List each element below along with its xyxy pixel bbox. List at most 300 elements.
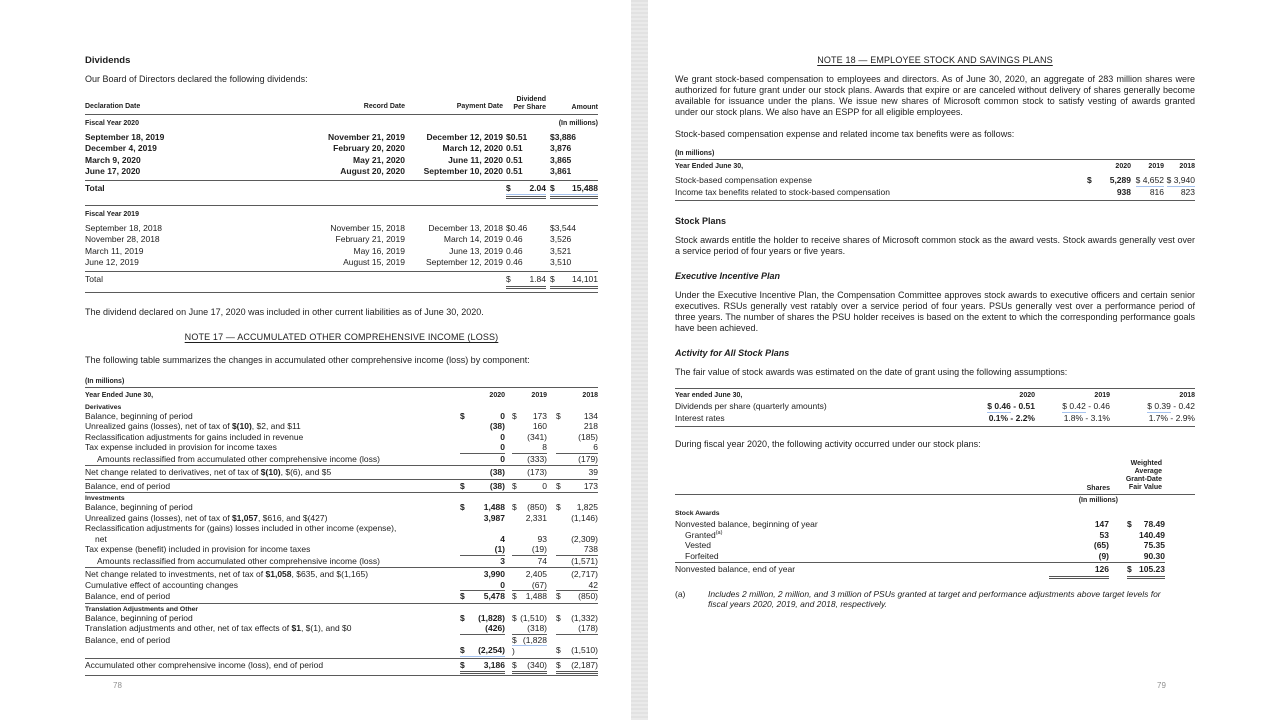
cell-2018: $ (1,510) xyxy=(556,645,598,655)
table-row xyxy=(85,556,598,569)
cell-2019: (341) xyxy=(527,431,547,442)
cell-2018: 6 xyxy=(556,442,598,454)
dollar-sign: $ xyxy=(556,645,561,655)
table-row xyxy=(85,421,598,432)
shares-cell: (9) xyxy=(1098,550,1109,561)
cell-2018: (1,571) xyxy=(571,555,598,566)
dividend-row xyxy=(85,155,598,167)
year-header: Year Ended June 30, xyxy=(85,392,154,399)
row-label: Balance, end of period xyxy=(85,591,171,601)
shares-cell: 126 xyxy=(1049,564,1109,579)
row-label: Balance, beginning of period xyxy=(85,502,193,512)
dollar-sign: $ xyxy=(506,273,511,284)
amount-cell xyxy=(550,257,598,269)
page-right xyxy=(675,0,1195,690)
activity-intro: The fair value of stock awards was estimated on the date of grant using the following assumptions: xyxy=(675,366,1068,377)
declaration-date: March 9, 2020 xyxy=(85,154,141,165)
fair-value-cell: 90.30 xyxy=(1143,550,1165,561)
amount-cell xyxy=(550,166,598,178)
page-number-left: 78 xyxy=(113,681,122,690)
row-label: Amounts reclassified from accumulated other comprehensive income (loss) xyxy=(97,555,380,566)
cell-2020: (38) xyxy=(489,421,505,431)
table-row xyxy=(85,591,598,604)
record-date: August 20, 2020 xyxy=(340,166,405,176)
dollar-sign: $ xyxy=(460,645,465,655)
cell-2018: (179) xyxy=(578,453,598,464)
col-weighted-average: Weighted Average Grant-Date Fair Value xyxy=(1125,460,1162,491)
record-date: November 21, 2019 xyxy=(327,131,405,142)
cell-2020: 3,987 xyxy=(483,512,505,523)
aoci-final-row xyxy=(85,660,598,677)
table-row xyxy=(85,411,598,422)
record-date: May 21, 2020 xyxy=(353,154,405,165)
year-2020: 2020 xyxy=(1115,163,1131,170)
investments-section-label: Investments xyxy=(85,495,125,502)
total-label: Total xyxy=(85,273,103,284)
translation-section-label: Translation Adjustments and Other xyxy=(85,605,199,613)
record-date: May 16, 2019 xyxy=(353,245,405,256)
dollar-sign: $ xyxy=(550,182,555,193)
cell-2020: (1) xyxy=(460,544,505,556)
cell-2020: 0 xyxy=(460,580,505,592)
stock-plans-heading: Stock Plans xyxy=(675,215,727,226)
year-2020: 2020 xyxy=(1019,391,1035,399)
dividend-row xyxy=(85,223,598,235)
activity-heading: Activity for All Stock Plans xyxy=(675,347,790,358)
row-label: Net change related to investments, net of tax of $1,058, $635, and $(1,165) xyxy=(85,569,369,579)
cell-2019: $ (340) xyxy=(512,660,547,675)
cell-2020: 0 xyxy=(500,453,505,464)
payment-date: September 12, 2019 xyxy=(425,257,503,267)
declaration-date: September 18, 2019 xyxy=(85,131,165,142)
dollar-sign: $ xyxy=(512,480,517,491)
year-2018: 2018 xyxy=(1179,391,1195,399)
in-millions-note: (In millions) xyxy=(1078,497,1118,504)
row-label: Reclassification adjustments for (gains) losses included in other income (expense), xyxy=(85,523,397,533)
per-share-value: 0.46 xyxy=(506,245,523,256)
cell-2018: (2,717) xyxy=(571,569,598,579)
cell-2020: $ 1,488 xyxy=(460,502,505,512)
footnote-tag: (a) xyxy=(675,588,686,599)
declaration-date: March 11, 2019 xyxy=(85,245,144,256)
cell-2019: $ 0.42 - 0.46 xyxy=(1062,401,1110,411)
col-payment-date: Payment Date xyxy=(456,102,503,110)
cell-2019: 2,331 xyxy=(525,512,547,523)
table-row xyxy=(85,623,598,635)
awards-rows xyxy=(675,510,1165,579)
per-share-value: 0.46 xyxy=(510,222,528,233)
cell-2018: 823 xyxy=(1180,186,1195,197)
declaration-date: June 12, 2019 xyxy=(85,257,139,267)
cell-2018: 738 xyxy=(556,544,598,556)
section-divider xyxy=(85,205,598,206)
cell-2019: 93 xyxy=(537,533,547,544)
cell-2019: (318) xyxy=(512,623,547,635)
row-label: Reclassification adjustments for gains included in revenue xyxy=(85,431,304,442)
record-date: February 21, 2019 xyxy=(335,234,405,244)
payment-date: December 12, 2019 xyxy=(426,131,503,142)
total-per-share-cell xyxy=(506,183,546,200)
cell-2019: $ 4,652 xyxy=(1135,174,1164,185)
aoci-year-header-row xyxy=(85,391,598,402)
total-amount-cell xyxy=(550,183,598,200)
table-row xyxy=(85,613,598,624)
cell-2018: (178) xyxy=(556,623,598,635)
record-date: August 15, 2019 xyxy=(343,257,405,267)
dollar-sign: $ xyxy=(556,502,561,512)
cell-2020: $ 5,289 xyxy=(1087,174,1131,185)
cell-2020: $ (1,828) xyxy=(460,612,505,623)
dividends-table-header xyxy=(85,96,598,115)
table-row xyxy=(85,569,598,580)
amount-value: 3,861 xyxy=(550,166,572,176)
row-label: Stock-based compensation expense xyxy=(675,174,813,185)
table-row xyxy=(675,175,1195,187)
row-label: Translation adjustments and other, net of tax effects of $1, $(1), and $0 xyxy=(85,623,352,633)
cell-2020: 3,990 xyxy=(483,569,505,579)
row-label: Interest rates xyxy=(675,413,725,423)
cell-2019: $ (850) xyxy=(512,502,547,512)
col-amount: Amount xyxy=(571,104,598,111)
cell-2018: $ (1,332) xyxy=(556,612,598,623)
awards-total-row xyxy=(675,564,1165,579)
per-share-cell xyxy=(506,143,546,155)
table-row xyxy=(85,513,598,524)
footnote-text: Includes 2 million, 2 million, and 3 million of PSUs granted at target and performance adjustments above target levels for fiscal years 2020, 2019, and 2018, respectively. xyxy=(708,588,1161,609)
per-share-cell xyxy=(506,234,546,246)
payment-date: June 11, 2020 xyxy=(448,154,503,165)
cell-2019: (19) xyxy=(512,544,547,556)
footnote-marker: (a) xyxy=(715,529,723,536)
table-row xyxy=(675,187,1195,201)
dollar-sign: $ xyxy=(1087,174,1092,185)
table-row xyxy=(85,481,598,494)
year-2019: 2019 xyxy=(531,392,547,399)
table-row xyxy=(675,530,1165,541)
dollar-sign: $ xyxy=(506,182,511,193)
per-share-cell xyxy=(506,223,546,235)
note18-paragraph: We grant stock-based compensation to employees and directors. As of June 30, 2020, an aggregate of 283 million shares were authorized for future grant under our stock plans. Awards that expire or are canceled without delivery of shares generally become available for issuance under the plans. We issue new shares of Microsoft common stock to satisfy vesting of awards granted under our stock plans. We also have an ESPP for all eligible employees. xyxy=(675,74,1195,117)
table-row-wrapped xyxy=(675,519,1165,530)
per-share-value: 0.51 xyxy=(506,154,523,165)
dollar-sign: $ xyxy=(460,480,465,491)
page-number-right: 79 xyxy=(1157,681,1166,690)
cell-2018: $ (2,187) xyxy=(556,660,598,675)
table-row xyxy=(85,432,598,443)
fy2019-label-row xyxy=(85,209,598,221)
table-row xyxy=(675,413,1195,427)
dividend-row xyxy=(85,257,598,269)
per-share-value: 0.46 xyxy=(506,257,523,267)
year-2020: 2020 xyxy=(489,392,505,399)
cell-2019: 2,405 xyxy=(525,569,547,579)
cell-2018: $ 134 xyxy=(556,410,598,421)
cell-2018: $ (850) xyxy=(556,591,598,601)
dividend-row xyxy=(85,132,598,144)
record-date: November 15, 2018 xyxy=(330,222,405,233)
per-share-value: 0.51 xyxy=(506,143,523,153)
dividends-heading: Dividends xyxy=(85,55,131,66)
in-millions-note: (In millions) xyxy=(85,378,598,388)
in-millions-note: (In millions) xyxy=(558,120,598,127)
cell-2019: 1.8% - 3.1% xyxy=(1063,413,1110,423)
fair-value-cell: $ 105.23 xyxy=(1127,564,1165,579)
row-label: Balance, beginning of period xyxy=(85,612,193,623)
wrap-label-row xyxy=(85,523,598,534)
row-label: Dividends per share (quarterly amounts) xyxy=(675,401,827,411)
expense-intro: Stock-based compensation expense and related income tax benefits were as follows: xyxy=(675,129,1015,139)
amount-value: 3,876 xyxy=(550,143,572,153)
cell-2018: $ 1,825 xyxy=(556,502,598,512)
page-left xyxy=(85,0,598,690)
dollar-sign: $ xyxy=(460,591,465,601)
per-share-value: 0.51 xyxy=(510,131,528,142)
awards-table-header xyxy=(675,460,1195,495)
expense-year-header-row xyxy=(675,162,1195,173)
dividend-row xyxy=(85,166,598,178)
amount-cell xyxy=(550,155,598,167)
shares-cell: 147 xyxy=(1094,519,1109,529)
row-label: Net change related to derivatives, net of tax of $(10), $(6), and $5 xyxy=(85,467,332,477)
row-label: Tax expense included in provision for income taxes xyxy=(85,442,277,452)
row-label: Vested xyxy=(685,540,711,550)
note18-heading: NOTE 18 — EMPLOYEE STOCK AND SAVINGS PLANS xyxy=(817,55,1053,65)
per-share-value: 0.51 xyxy=(506,166,523,176)
dollar-sign: $ xyxy=(556,659,561,670)
fy2020-label-row xyxy=(85,118,598,130)
cell-2020: $ 3,186 xyxy=(460,660,505,675)
table-row xyxy=(85,544,598,556)
cell-2019: 160 xyxy=(532,421,547,431)
total-label: Total xyxy=(85,182,105,193)
payment-date: September 10, 2020 xyxy=(423,166,503,176)
cell-2018: (185) xyxy=(578,431,598,442)
cell-2020: 3 xyxy=(500,555,505,566)
payment-date: June 13, 2019 xyxy=(449,245,503,256)
activity-table-intro: During fiscal year 2020, the following activity occurred under our stock plans: xyxy=(675,439,981,449)
cell-2020: 0 xyxy=(500,431,505,442)
total-amount-value: 14,101 xyxy=(572,273,598,284)
table-row xyxy=(85,580,598,592)
cell-2019: (173) xyxy=(527,467,547,477)
cell-2018: 42 xyxy=(556,580,598,592)
total-per-share-value: 1.84 xyxy=(529,273,546,284)
year-2019: 2019 xyxy=(1148,163,1164,170)
year-header: Year Ended June 30, xyxy=(675,163,744,170)
dividend-row xyxy=(85,246,598,258)
amount-cell xyxy=(550,246,598,258)
note17-heading: NOTE 17 — ACCUMULATED OTHER COMPREHENSIVE INCOME (LOSS) xyxy=(184,332,499,342)
cell-2020: $ 5,478 xyxy=(460,591,505,601)
col-record-date: Record Date xyxy=(363,102,405,110)
declaration-date: November 28, 2018 xyxy=(85,234,160,244)
stock-awards-section-label: Stock Awards xyxy=(675,510,720,517)
dividend-row xyxy=(85,143,598,155)
cell-2020: $ 0 xyxy=(460,410,505,421)
dollar-sign: $ xyxy=(512,659,517,670)
row-label: Tax expense (benefit) included in provision for income taxes xyxy=(85,544,311,554)
cell-2019: (333) xyxy=(527,453,547,464)
shares-cell: 53 xyxy=(1099,529,1109,540)
dollar-sign: $ xyxy=(550,273,555,284)
cell-2018: 1.7% - 2.9% xyxy=(1148,413,1195,423)
dollar-sign: $ xyxy=(512,591,517,601)
row-label: Granted$^{(a)}$ xyxy=(685,529,723,540)
dollar-sign: $ xyxy=(550,222,555,233)
eip-heading: Executive Incentive Plan xyxy=(675,270,781,281)
payment-date: December 13, 2018 xyxy=(428,222,503,233)
row-label: Income tax benefits related to stock-based compensation xyxy=(675,186,890,197)
cell-2020: 0 xyxy=(460,442,505,454)
amount-value: 3,865 xyxy=(550,154,572,165)
cell-2020: $ (2,254) xyxy=(460,645,505,655)
table-row xyxy=(85,454,598,467)
row-label: Balance, end of period xyxy=(85,480,171,491)
row-label: Nonvested balance, beginning of year xyxy=(675,519,818,529)
dollar-sign: $ xyxy=(506,131,511,142)
row-label: Forfeited xyxy=(685,550,719,561)
total-per-share-value: 2.04 xyxy=(529,182,546,193)
total-per-share-cell xyxy=(506,274,546,290)
cell-2019: $ (1,828 ) xyxy=(512,634,547,656)
dollar-sign: $ xyxy=(506,222,511,233)
dollar-sign: $ xyxy=(460,659,465,670)
amount-cell xyxy=(550,132,598,144)
payment-date: March 12, 2020 xyxy=(442,143,503,153)
dollar-sign: $ xyxy=(556,480,561,491)
dollar-sign: $ xyxy=(556,612,561,623)
fair-value-cell: 140.49 xyxy=(1139,529,1165,540)
dividends-table xyxy=(85,96,598,293)
total-amount-cell xyxy=(550,274,598,290)
cell-2019: $ 173 xyxy=(512,410,547,421)
cell-2019: $ 1,488 xyxy=(512,591,547,601)
declaration-date: June 17, 2020 xyxy=(85,166,141,176)
fair-value-cell: $ 78.49 xyxy=(1127,519,1165,529)
per-share-cell xyxy=(506,132,546,144)
dollar-sign: $ xyxy=(512,612,517,623)
table-row xyxy=(85,442,598,454)
row-label: Cumulative effect of accounting changes xyxy=(85,579,238,590)
cell-2018: $ 3,940 xyxy=(1166,174,1195,185)
table-bottom-rule xyxy=(85,292,598,293)
amount-value: 3,544 xyxy=(554,222,577,233)
row-label: Accumulated other comprehensive income (loss), end of period xyxy=(85,659,324,670)
fy2019-total-row xyxy=(85,271,598,290)
row-label: Unrealized gains (losses), net of tax of $1,057, $616, and $(427) xyxy=(85,512,328,523)
cell-2019: (67) xyxy=(512,580,547,592)
assumptions-table xyxy=(675,388,1195,428)
note17-intro: The following table summarizes the changes in accumulated other comprehensive income (loss) by component: xyxy=(85,355,530,365)
cell-2018: (2,309) xyxy=(571,533,598,544)
cell-2020: 938 xyxy=(1116,186,1131,197)
amount-cell xyxy=(550,223,598,235)
cell-2020: $ (38) xyxy=(460,480,505,491)
declaration-date: September 18, 2018 xyxy=(85,222,163,233)
cell-2019: 816 xyxy=(1149,186,1164,197)
dollar-sign: $ xyxy=(512,502,517,512)
fy2020-total-row xyxy=(85,180,598,200)
cell-2018: (1,146) xyxy=(571,512,598,523)
row-label: Balance, beginning of period xyxy=(85,410,193,421)
fy2020-label: Fiscal Year 2020 xyxy=(85,120,139,127)
per-share-cell xyxy=(506,155,546,167)
cell-2020: $ 0.46 - 0.51 xyxy=(987,401,1035,411)
cell-2020: (426) xyxy=(460,623,505,635)
dollar-sign: $ xyxy=(512,634,517,645)
amount-value: 3,510 xyxy=(550,257,572,267)
year-2019: 2019 xyxy=(1094,391,1110,399)
aoci-table xyxy=(85,378,598,676)
dividend-row xyxy=(85,234,598,246)
cell-2019: 8 xyxy=(512,442,547,454)
expense-table xyxy=(675,150,1195,201)
record-date: February 20, 2020 xyxy=(333,143,405,153)
cell-2018: $ 0.39 - 0.42 xyxy=(1147,401,1195,411)
dollar-sign: $ xyxy=(1127,564,1132,574)
cell-2018: 39 xyxy=(588,467,598,477)
dollar-sign: $ xyxy=(556,591,561,601)
cell-2020: 0.1% - 2.2% xyxy=(988,413,1035,423)
shares-cell: (65) xyxy=(1093,540,1109,550)
dollar-sign: $ xyxy=(512,410,517,421)
declaration-date: December 4, 2019 xyxy=(85,143,157,153)
cell-2020: 4 xyxy=(500,533,505,544)
year-2018: 2018 xyxy=(582,392,598,399)
col-dividend-per-share: Dividend Per Share xyxy=(513,96,546,111)
eip-text: Under the Executive Incentive Plan, the Compensation Committee approves stock awards to executive officers and certain senior executives. RSUs generally vest ratably over a service period of four years. PSUs generally vest over a performance period of three years. The number of shares the PSU holder receives is based on the extent to which the corresponding performance goals have been achieved. xyxy=(675,289,1195,333)
table-row xyxy=(675,401,1195,413)
dollar-sign: $ xyxy=(556,410,561,421)
row-label: net xyxy=(95,533,107,544)
table-row xyxy=(85,534,598,545)
col-declaration-date: Declaration Date xyxy=(85,102,141,110)
dividends-intro: Our Board of Directors declared the following dividends: xyxy=(85,74,308,84)
table-row xyxy=(675,540,1165,551)
amount-value: 3,886 xyxy=(554,131,577,142)
assumptions-year-header-row xyxy=(675,391,1195,402)
year-2018: 2018 xyxy=(1179,163,1195,170)
table-row xyxy=(85,502,598,513)
per-share-cell xyxy=(506,246,546,258)
total-amount-value: 15,488 xyxy=(572,182,598,193)
table-row-wrapped xyxy=(85,635,598,659)
dividend-note: The dividend declared on June 17, 2020 was included in other current liabilities as of June 30, 2020. xyxy=(85,307,484,317)
dollar-sign: $ xyxy=(1127,519,1132,529)
row-label: Nonvested balance, end of year xyxy=(675,564,796,574)
amount-cell xyxy=(550,234,598,246)
cell-2020: (38) xyxy=(489,467,505,477)
cell-2018: 218 xyxy=(583,421,598,431)
cell-2019: 74 xyxy=(537,555,547,566)
fy2019-label: Fiscal Year 2019 xyxy=(85,211,139,218)
stock-awards-table xyxy=(675,460,1195,579)
dollar-sign: $ xyxy=(460,410,465,421)
row-label: Amounts reclassified from accumulated other comprehensive income (loss) xyxy=(97,453,380,464)
per-share-value: 0.46 xyxy=(506,234,523,244)
page-gutter xyxy=(631,0,648,720)
col-shares: Shares xyxy=(1086,485,1110,492)
dollar-sign: $ xyxy=(460,502,465,512)
amount-value: 3,526 xyxy=(550,234,572,244)
stock-plans-text: Stock awards entitle the holder to receive shares of Microsoft common stock as the award vests. Stock awards generally vest over a service period of four years or five years. xyxy=(675,234,1195,256)
amount-cell xyxy=(550,143,598,155)
dollar-sign: $ xyxy=(460,612,465,623)
per-share-cell xyxy=(506,257,546,269)
table-row xyxy=(85,467,598,480)
derivatives-section-label: Derivatives xyxy=(85,403,122,411)
cell-2019: $ (1,510) xyxy=(512,612,547,623)
